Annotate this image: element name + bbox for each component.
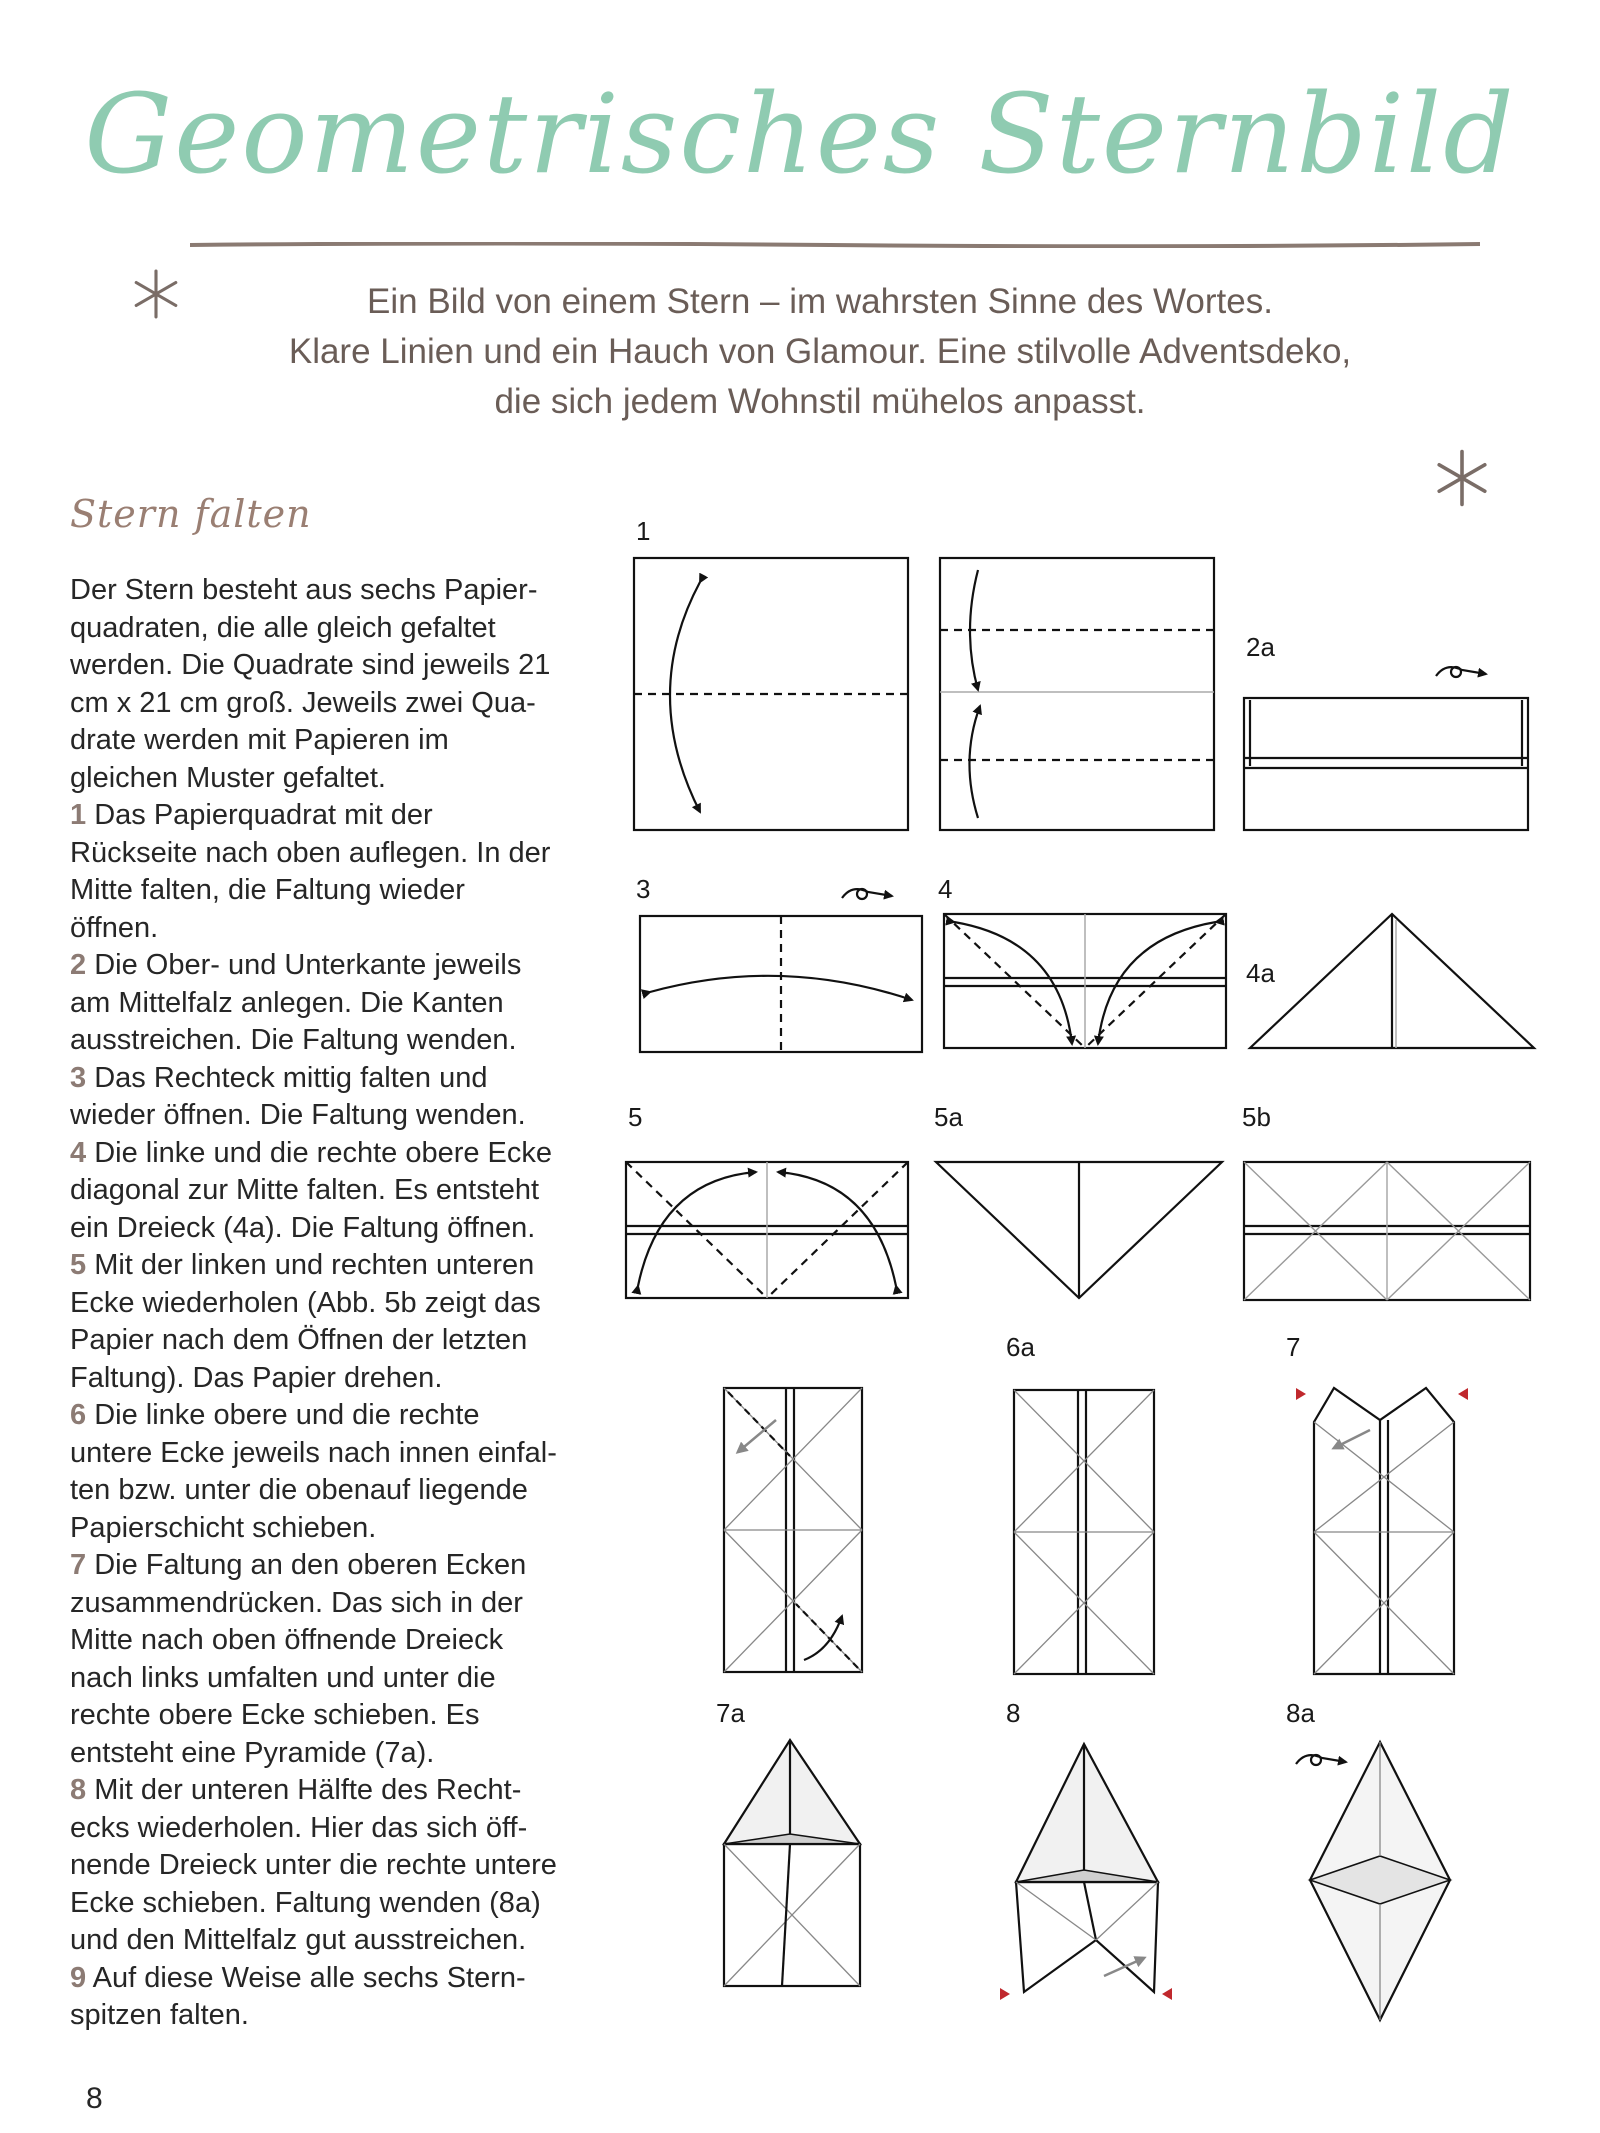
diagram-label: 5: [628, 1102, 643, 1132]
step-text: Das Papierquadrat mit der Rückseite nach oben auflegen. In der Mitte falten, die Faltung wieder öffnen.: [70, 799, 551, 944]
step-number: 7: [70, 1549, 87, 1581]
page-number: 8: [86, 2082, 103, 2115]
diagram-label: 7a: [716, 1698, 745, 1728]
diagram-step-6: [724, 1388, 862, 1672]
step-text: Mit der unteren Hälfte des Rechtecks wiederholen. Hier das sich öffnende Dreieck unter die rechte untere Ecke schieben. Faltung wenden (8a) und den Mittelfalz gut ausstreichen.: [70, 1774, 557, 1956]
marker-arrow-icon: [1458, 1388, 1468, 1400]
diagram-label: 5a: [934, 1102, 963, 1132]
diagram-step-5: [626, 1162, 908, 1298]
step-number: 6: [70, 1399, 87, 1431]
page-title: Geometrisches Sternbild: [84, 70, 1516, 198]
subtitle-line-3: die sich jedem Wohnstil mühelos anpasst.: [494, 382, 1146, 421]
diagram-step-4: [944, 914, 1226, 1048]
diagram-label: 5b: [1242, 1102, 1271, 1132]
step-number: 2: [70, 949, 87, 981]
step-text: Die linke und die rechte obere Ecke diagonal zur Mitte falten. Es entsteht ein Dreieck (4a). Die Faltung öffnen.: [70, 1136, 553, 1244]
subtitle-line-1: Ein Bild von einem Stern – im wahrsten Sinne des Wortes.: [367, 282, 1273, 321]
diagram-step-2a: [1244, 667, 1528, 830]
step-number: 1: [70, 799, 87, 831]
diagram-step-7a: [724, 1740, 860, 1986]
diagram-label: 8: [1006, 1698, 1021, 1728]
diagram-step-8a: [1296, 1742, 1450, 2020]
step-number: 5: [70, 1249, 87, 1281]
subtitle-line-2: Klare Linien und ein Hauch von Glamour. Eine stilvolle Adventsdeko,: [288, 332, 1352, 371]
diagram-label: 1: [636, 516, 651, 546]
diagram-step-6a: [1014, 1390, 1154, 1674]
diagram-step-8: [1016, 1744, 1158, 1992]
diagram-step-7: [1314, 1388, 1454, 1674]
diagram-label: 8a: [1286, 1698, 1315, 1728]
step-text: Die Ober- und Unterkante jeweils am Mittelfalz anlegen. Die Kanten ausstreichen. Die Faltung wenden.: [70, 949, 522, 1056]
step-text: Mit der linken und rechten unteren Ecke wiederholen (Abb. 5b zeigt das Papier nach dem Öffnen der letzten Faltung). Das Papier drehen.: [70, 1249, 541, 1394]
intro-paragraph: Der Stern besteht aus sechs Papierquadraten, die alle gleich gefaltet werden. Die Quadrate sind jeweils 21 cm x 21 cm groß. Jeweils zwei Quadrate werden mit Papieren im gleichen Muster gefaltet.: [70, 574, 551, 794]
marker-arrow-icon: [1296, 1388, 1306, 1400]
diagram-step-4a: [1250, 914, 1534, 1048]
diagram-label: 3: [636, 874, 651, 904]
diagram-label: 7: [1286, 1332, 1301, 1362]
step-text: Das Rechteck mittig falten und wieder öffnen. Die Faltung wenden.: [70, 1061, 526, 1131]
marker-arrow-icon: [1162, 1988, 1172, 2000]
step-text: Die linke obere und die rechte untere Ecke jeweils nach innen einfalten bzw. unter die obenauf liegende Papierschicht schieben.: [70, 1399, 557, 1544]
diagram-step-5a: [936, 1162, 1222, 1298]
diagram-label: 6a: [1006, 1332, 1035, 1362]
step-number: 9: [70, 1961, 87, 1994]
marker-arrow-icon: [1000, 1988, 1010, 2000]
step-number: 4: [70, 1136, 87, 1169]
diagram-label: 4: [938, 874, 953, 904]
diagram-step-1: [634, 558, 908, 830]
step-number: 3: [70, 1061, 87, 1094]
diagram-step-5b: [1244, 1162, 1530, 1300]
step-text: Auf diese Weise alle sechs Sternspitzen falten.: [70, 1961, 526, 2031]
diagram-step-3: [640, 889, 922, 1052]
step-number: 8: [70, 1774, 87, 1806]
step-text: Die Faltung an den oberen Ecken zusammendrücken. Das sich in der Mitte nach oben öffnende Dreieck nach links umfalten und unter die rechte obere Ecke schieben. Es entsteht eine Pyramide (7a).: [70, 1549, 527, 1769]
section-heading: Stern falten: [70, 492, 312, 536]
diagram-step-2: [940, 558, 1214, 830]
diagram-label: 2a: [1246, 632, 1275, 662]
diagram-label: 4a: [1246, 958, 1275, 988]
